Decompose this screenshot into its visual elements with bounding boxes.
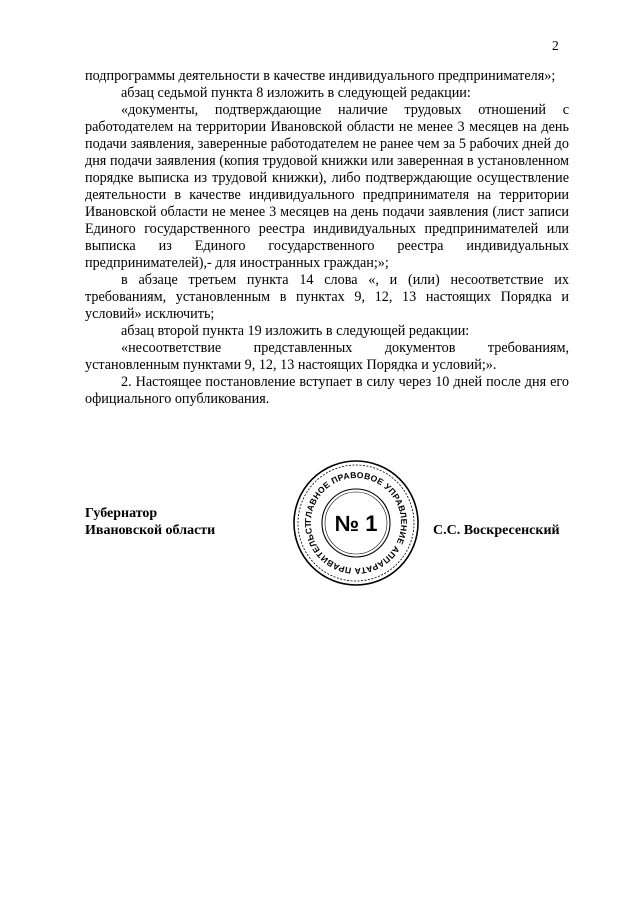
seal-number: № 1 [334, 511, 378, 536]
paragraph-effective-date: 2. Настоящее постановление вступает в силу через 10 дней после дня его официального опубликования. [85, 374, 569, 407]
paragraph-amendment-1-intro: абзац седьмой пункта 8 изложить в следующей редакции: [121, 85, 471, 101]
paragraph-amendment-2: в абзаце третьем пункта 14 слова «, и (или) несоответствие их требованиям, установленным в пунктах 9, 12, 13 настоящих Порядка и условий» исключить; [85, 272, 569, 322]
signatory-name: С.С. Воскресенский [433, 523, 560, 538]
paragraph-amendment-3-intro: абзац второй пункта 19 изложить в следующей редакции: [121, 323, 470, 339]
signatory-title-line2: Ивановской области [85, 523, 216, 538]
signatory-title-line1: Губернатор [85, 506, 158, 521]
page-number: 2 [552, 38, 559, 53]
paragraph-continuation: подпрограммы деятельности в качестве индивидуального предпринимателя»; [85, 68, 556, 84]
seal-graphic [291, 458, 421, 588]
document-body [85, 68, 569, 408]
official-seal [291, 458, 421, 588]
paragraph-amendment-3-text: «несоответствие представленных документов требованиям, установленным пунктами 9, 12, 13 настоящих Порядка и условий;». [85, 340, 569, 373]
signatory-title [85, 505, 215, 539]
paragraph-amendment-1-text: «документы, подтверждающие наличие трудовых отношений с работодателем на территории Ивановской области не менее 3 месяцев на день подачи заявления, заверенные работодателем не ранее чем за 5 рабочих дней до дня подачи заявления (копия трудовой книжки или заверенная в установленном порядке выписка из трудовой книжки), либо подтверждающие осуществление деятельности в качестве индивидуального предпринимателя на территории Ивановской области не менее 3 месяцев на день подачи заявления (лист записи Единого государственного реестра индивидуальных предпринимателей или выписка из Единого государственного реестра индивидуальных предпринимателей),- для иностранных граждан;»; [85, 102, 569, 271]
seal-ring-text: ГЛАВНОЕ ПРАВОВОЕ УПРАВЛЕНИЕ АППАРАТА ПРАВИТЕЛЬСТ [302, 469, 410, 577]
